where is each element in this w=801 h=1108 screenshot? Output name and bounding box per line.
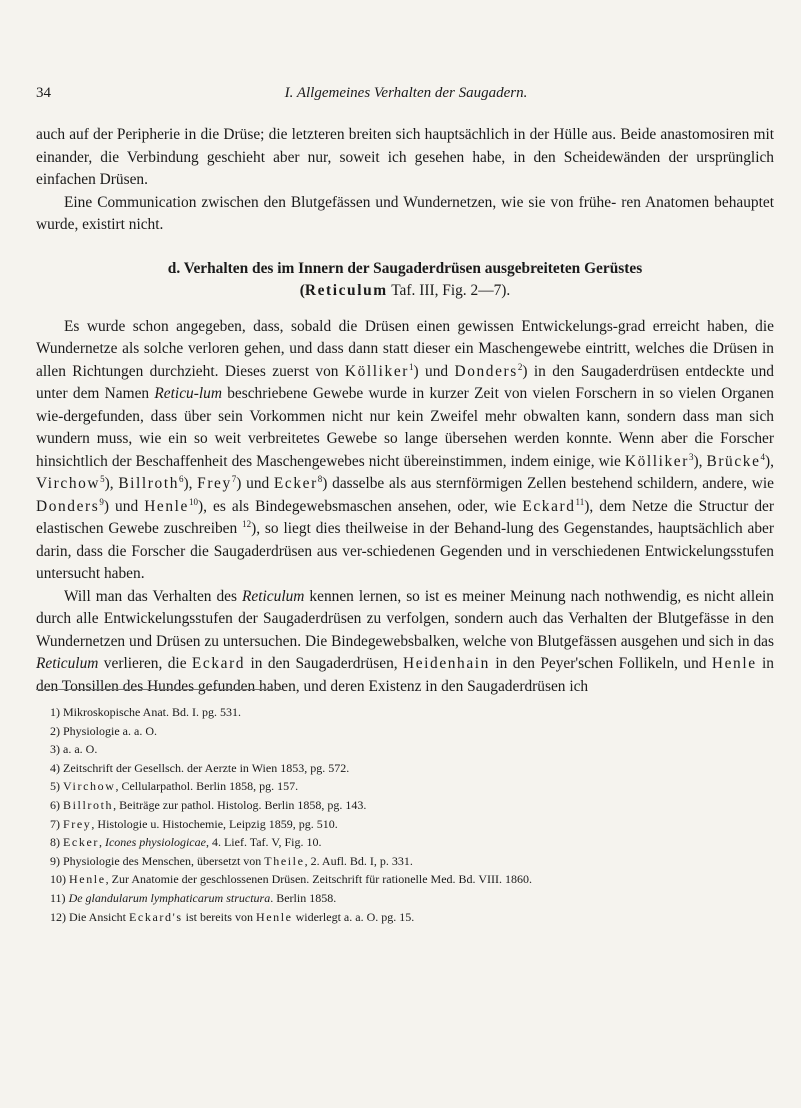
text-run: ), es als Bindegewebsmaschen ansehen, oder, wie: [197, 497, 523, 515]
paragraph: [36, 192, 774, 237]
text-run: kennen lernen, so ist es meiner Meinung nach nothwendig, es nicht allein durch alle Entwickelungsstufen der Saugaderdrüsen zu verfolgen, sondern auch das Verhalten der Blutgefässe in den Wundernetzen und Drüsen zu untersuchen. Die Bindegewebsbalken, welche von Blutgefässen ausgehen und sich in das: [36, 587, 774, 650]
footnotes: [50, 703, 774, 926]
author-name: Billroth: [63, 797, 114, 812]
paragraph: [36, 316, 774, 586]
author-name: Virchow: [36, 475, 101, 492]
paragraph: [36, 124, 774, 192]
text-run: ),: [104, 475, 119, 492]
author-name: Heidenhain: [403, 655, 490, 672]
footnote-ref: 1: [409, 361, 414, 372]
footnote-ref: 11: [575, 496, 585, 507]
term-reticulum: Reticulum: [36, 655, 99, 672]
author-name: Eckard: [522, 497, 576, 515]
text-run: in den Peyer'schen Follikeln, und: [489, 655, 712, 672]
text-run: Will man das Verhalten des: [64, 587, 243, 605]
text-line: Beide anastomosiren mit einander, die Verbindung geschieht aber nur, soweit ich gesehen habe,: [36, 126, 775, 166]
author-name: Kölliker: [624, 452, 689, 470]
text-run: ),: [693, 452, 707, 470]
author-name: Henle: [69, 872, 106, 887]
footnote-ref: 12: [242, 518, 252, 529]
term-reticulum: Reticulum: [304, 281, 388, 299]
text-line: ren Anatomen behauptet wurde, existirt nicht.: [36, 193, 774, 233]
plate-reference: Taf. III, Fig. 2—7).: [387, 281, 511, 299]
text-run: in den Saugaderdrüsen,: [245, 655, 404, 672]
footnote: 11) De glandularum lymphaticarum structura. Berlin 1858.: [50, 890, 337, 905]
author-name: Eckard's: [129, 909, 183, 924]
author-name: Billroth: [118, 475, 179, 492]
section-heading: [36, 258, 774, 302]
page-header: [36, 85, 776, 107]
footnote-ref: 8: [317, 473, 323, 484]
author-name: Kölliker: [344, 362, 409, 380]
term-reticulum: Reticulum: [242, 587, 305, 605]
footnote-ref: 9: [99, 496, 104, 507]
running-title: I. Allgemeines Verhalten der Saugadern.: [284, 85, 528, 101]
author-name: Brücke: [706, 452, 761, 470]
text-run: ) und: [103, 497, 145, 515]
author-name: Henle: [144, 497, 189, 515]
footnote-ref: 2: [517, 361, 523, 372]
main-text: [36, 124, 774, 698]
paragraph: [36, 586, 774, 699]
text-run: ) in den Saugaderdrüsen entdeckte und unter dem Namen: [36, 362, 774, 402]
section-heading-line: d. Verhalten des im Innern der Saugaderdrüsen ausgebreiteten Gerüstes: [167, 259, 643, 277]
text-run: Es wurde schon angegeben, dass, sobald die Drüsen einen gewissen Entwickelungs-grad erreicht haben, die Wundernetze als solche verloren gehen, und dass dann statt dieser ein Maschengewebe eintritt, welches die Drüsen in allen Richtungen durchzieht. Dieses zuerst von: [36, 317, 774, 380]
text-run: ), dem Netze die Structur der elastischen Gewebe zuschreiben: [36, 497, 774, 537]
footnote-ref: 7: [231, 473, 237, 484]
text-run: ),: [183, 475, 198, 492]
footnote: 2) Physiologie a. a. O.: [50, 723, 157, 738]
author-name: Henle: [255, 909, 293, 924]
author-name: Frey: [197, 475, 232, 492]
footnote: 8) Ecker, Icones physiologicae, 4. Lief. Taf. V, Fig. 10.: [50, 835, 322, 850]
footnote: 10) Henle, Zur Anatomie der geschlossenen Drüsen. Zeitschrift für rationelle Med. Bd. VIII. 1860.: [50, 872, 532, 887]
text-line: Eine Communication zwischen den Blutgefässen und Wundernetzen, wie sie von frühe-: [64, 193, 617, 211]
term-reticulum: Reticu-lum: [154, 385, 222, 402]
text-run: ) dasselbe als aus sternförmigen Zellen bestehend schildern, andere, wie: [322, 475, 774, 492]
text-run: verlieren, die: [98, 655, 192, 672]
footnote: 4) Zeitschrift der Gesellsch. der Aerzte in Wien 1853, pg. 572.: [50, 760, 350, 775]
footnote: 12) Die Ansicht Eckard's ist bereits von Henle widerlegt a. a. O. pg. 15.: [50, 909, 415, 924]
text-run: ) und: [413, 362, 455, 380]
author-name: Eckard: [191, 655, 246, 672]
section-heading-line: [36, 280, 774, 302]
footnote: 3) a. a. O.: [50, 742, 98, 757]
footnote: 1) Mikroskopische Anat. Bd. I. pg. 531.: [50, 705, 241, 719]
footnote: 7) Frey, Histologie u. Histochemie, Leipzig 1859, pg. 510.: [50, 816, 338, 831]
paren: (: [299, 281, 305, 299]
footnote-ref: 4: [760, 451, 766, 462]
footnote-divider: [36, 689, 282, 690]
text-line: in den Scheidewänden der ursprünglich einfachen Drüsen.: [36, 148, 774, 188]
footnote-ref: 10: [188, 496, 198, 507]
footnote-ref: 3: [688, 451, 694, 462]
author-name: Theile: [264, 853, 305, 868]
author-name: Frey: [63, 816, 92, 831]
author-name: Donders: [36, 497, 100, 515]
footnote: 6) Billroth, Beiträge zur pathol. Histolog. Berlin 1858, pg. 143.: [50, 797, 367, 812]
author-name: Ecker: [63, 835, 99, 850]
text-run: in den Tonsillen des Hundes gefunden haben, und deren Existenz in den Saugaderdrüsen ich: [36, 655, 774, 695]
page-number: 34: [36, 85, 51, 101]
book-title: De glandularum lymphaticarum structura: [68, 890, 271, 905]
footnote-ref: 5: [100, 473, 105, 484]
author-name: Ecker: [273, 475, 318, 492]
text-run: ),: [765, 452, 774, 470]
author-name: Virchow: [63, 779, 116, 794]
author-name: Donders: [454, 362, 518, 380]
footnote: 9) Physiologie des Menschen, übersetzt von Theile, 2. Aufl. Bd. I, p. 331.: [50, 853, 413, 868]
author-name: Henle: [711, 655, 757, 672]
text-run: ) und: [236, 475, 274, 492]
text-run: ), so liegt dies theilweise in der Behand-lung des Gegenstandes, hauptsächlich aber darin, dass die Forscher die Saugaderdrüsen aus ver-schiedenen Gegenden und in verschiedenen Entwickelungsstufen untersucht haben.: [36, 520, 774, 582]
footnote-ref: 6: [179, 473, 184, 484]
footnote: 5) Virchow, Cellularpathol. Berlin 1858, pg. 157.: [50, 779, 299, 794]
book-title: Icones physiologicae: [104, 835, 206, 850]
text-line: auch auf der Peripherie in die Drüse; die letzteren breiten sich hauptsächlich in der Hülle aus.: [36, 126, 617, 143]
text-run: beschriebene Gewebe wurde in kurzer Zeit von vielen Forschern in so vielen Organen wie-dergefunden, dass über sein Vorkommen nicht nur kein Zweifel mehr obwalten kann, sondern dass man sich wundern muss, wie ein so weit verbreitetes Gewebe so lange übersehen werden konnte. Wenn aber die Forscher hinsichtlich der Beschaffenheit des Maschengewebes nicht übereinstimmen, indem einige, wie: [36, 385, 775, 470]
